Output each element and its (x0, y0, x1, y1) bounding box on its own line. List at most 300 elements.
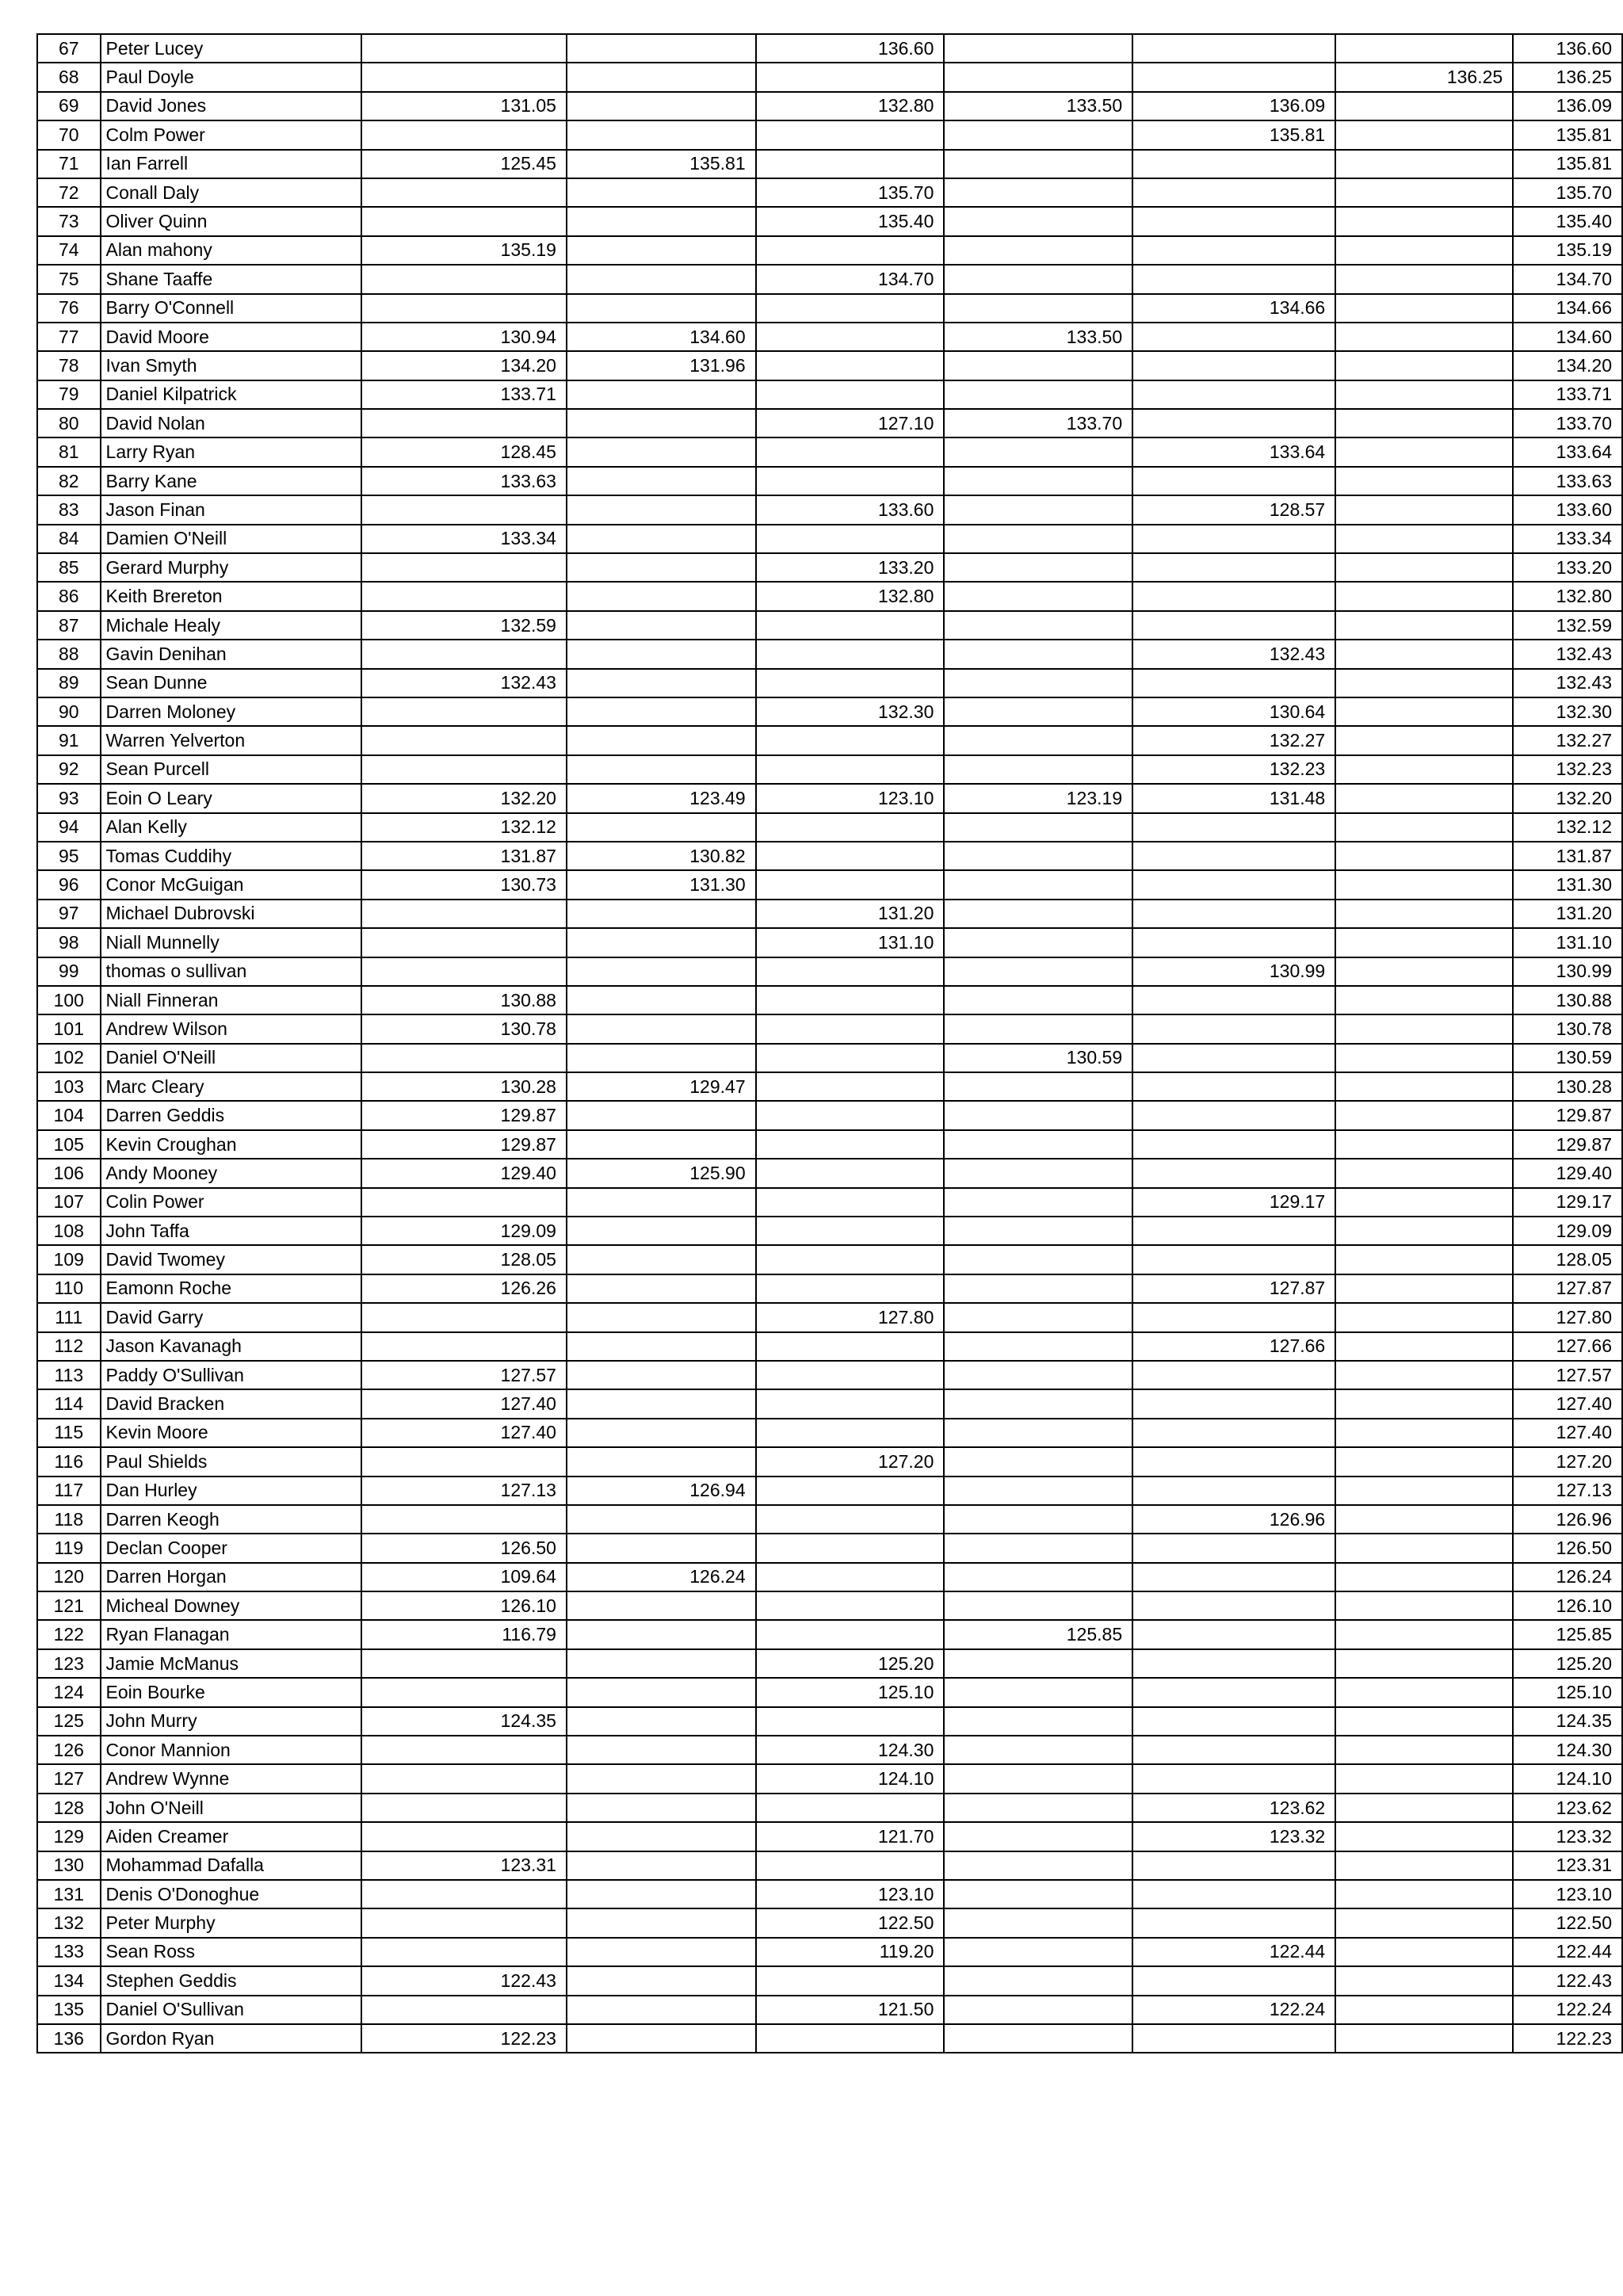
table-row (37, 120, 1622, 149)
score-cell (1335, 34, 1513, 63)
score-cell: 131.48 (1132, 784, 1335, 812)
rank-cell: 136 (37, 2024, 101, 2053)
score-cell: 135.19 (361, 236, 567, 265)
score-cell: 133.34 (361, 525, 567, 553)
rank-cell: 110 (37, 1274, 101, 1303)
score-cell: 134.70 (756, 265, 945, 293)
score-cell: 127.13 (361, 1477, 567, 1505)
table-row (37, 294, 1622, 323)
score-cell (567, 236, 756, 265)
rank-cell: 129 (37, 1822, 101, 1851)
name-cell: Daniel O'Neill (101, 1044, 362, 1072)
best-score-cell: 133.70 (1513, 409, 1622, 437)
score-cell: 127.80 (756, 1303, 945, 1331)
score-cell (361, 928, 567, 957)
score-cell (567, 553, 756, 582)
rank-cell: 80 (37, 409, 101, 437)
score-cell (1335, 409, 1513, 437)
best-score-cell: 132.43 (1513, 640, 1622, 668)
score-cell (1132, 178, 1335, 207)
name-cell: Peter Murphy (101, 1908, 362, 1937)
score-cell (567, 755, 756, 784)
score-cell (944, 1389, 1132, 1418)
rank-cell: 70 (37, 120, 101, 149)
score-cell (361, 1505, 567, 1534)
score-cell (756, 1505, 945, 1534)
rank-cell: 84 (37, 525, 101, 553)
best-score-cell: 127.20 (1513, 1447, 1622, 1476)
score-cell: 130.82 (567, 842, 756, 870)
table-row (37, 63, 1622, 91)
score-cell (756, 437, 945, 466)
score-cell (567, 495, 756, 524)
score-cell (756, 870, 945, 899)
score-cell (756, 842, 945, 870)
table-row (37, 1880, 1622, 1908)
table-row (37, 900, 1622, 928)
score-cell: 125.45 (361, 150, 567, 178)
best-score-cell: 136.25 (1513, 63, 1622, 91)
score-cell (1335, 1159, 1513, 1187)
score-cell (567, 611, 756, 640)
score-cell (567, 1620, 756, 1648)
score-cell (944, 669, 1132, 697)
name-cell: Gavin Denihan (101, 640, 362, 668)
rank-cell: 103 (37, 1072, 101, 1101)
table-row (37, 467, 1622, 495)
score-cell (361, 957, 567, 986)
score-cell (1335, 900, 1513, 928)
table-row (37, 1361, 1622, 1389)
score-cell (944, 1447, 1132, 1476)
name-cell: Niall Munnelly (101, 928, 362, 957)
rank-cell: 125 (37, 1707, 101, 1736)
rank-cell: 112 (37, 1332, 101, 1361)
score-cell (1132, 63, 1335, 91)
rank-cell: 104 (37, 1101, 101, 1129)
score-cell (361, 1908, 567, 1937)
score-cell (567, 669, 756, 697)
name-cell: Andrew Wynne (101, 1764, 362, 1793)
name-cell: Andy Mooney (101, 1159, 362, 1187)
rank-cell: 82 (37, 467, 101, 495)
score-cell (944, 755, 1132, 784)
score-cell (944, 1966, 1132, 1995)
score-cell (1335, 1477, 1513, 1505)
score-cell (756, 236, 945, 265)
score-cell (567, 1130, 756, 1159)
name-cell: John O'Neill (101, 1794, 362, 1822)
best-score-cell: 129.17 (1513, 1188, 1622, 1217)
score-cell (567, 1332, 756, 1361)
score-cell (1335, 1822, 1513, 1851)
score-cell (944, 1563, 1132, 1591)
rank-cell: 123 (37, 1649, 101, 1678)
best-score-cell: 129.87 (1513, 1101, 1622, 1129)
score-cell (756, 323, 945, 351)
score-cell (1132, 582, 1335, 610)
best-score-cell: 130.88 (1513, 986, 1622, 1014)
score-cell (944, 1736, 1132, 1764)
score-cell (1132, 1591, 1335, 1620)
score-cell (1335, 178, 1513, 207)
score-cell (756, 1044, 945, 1072)
score-cell (1335, 755, 1513, 784)
score-cell (1132, 380, 1335, 409)
score-cell (756, 755, 945, 784)
name-cell: Paul Shields (101, 1447, 362, 1476)
best-score-cell: 132.20 (1513, 784, 1622, 812)
score-cell (567, 726, 756, 755)
score-cell (944, 553, 1132, 582)
score-cell (361, 1996, 567, 2024)
score-cell: 132.20 (361, 784, 567, 812)
score-cell: 125.90 (567, 1159, 756, 1187)
score-cell (756, 813, 945, 842)
score-cell: 121.50 (756, 1996, 945, 2024)
rank-cell: 75 (37, 265, 101, 293)
name-cell: Daniel O'Sullivan (101, 1996, 362, 2024)
best-score-cell: 135.70 (1513, 178, 1622, 207)
name-cell: David Moore (101, 323, 362, 351)
score-cell (944, 1188, 1132, 1217)
table-row (37, 1505, 1622, 1534)
rank-cell: 128 (37, 1794, 101, 1822)
best-score-cell: 135.19 (1513, 236, 1622, 265)
best-score-cell: 128.05 (1513, 1245, 1622, 1274)
name-cell: Jason Finan (101, 495, 362, 524)
best-score-cell: 134.60 (1513, 323, 1622, 351)
table-row (37, 1678, 1622, 1706)
best-score-cell: 124.30 (1513, 1736, 1622, 1764)
score-cell: 135.81 (1132, 120, 1335, 149)
score-cell (1335, 1072, 1513, 1101)
table-row (37, 813, 1622, 842)
rank-cell: 107 (37, 1188, 101, 1217)
rank-cell: 97 (37, 900, 101, 928)
name-cell: Sean Ross (101, 1938, 362, 1966)
score-cell (1335, 1736, 1513, 1764)
table-row (37, 150, 1622, 178)
rank-cell: 116 (37, 1447, 101, 1476)
score-cell (567, 409, 756, 437)
score-cell (1132, 150, 1335, 178)
score-cell (361, 409, 567, 437)
name-cell: John Murry (101, 1707, 362, 1736)
table-row (37, 1908, 1622, 1937)
table-row (37, 1419, 1622, 1447)
score-cell (567, 582, 756, 610)
score-cell (944, 900, 1132, 928)
rank-cell: 87 (37, 611, 101, 640)
score-cell (756, 1217, 945, 1245)
score-cell (756, 1245, 945, 1274)
table-row (37, 437, 1622, 466)
score-cell (1132, 1477, 1335, 1505)
rank-cell: 89 (37, 669, 101, 697)
score-cell (944, 582, 1132, 610)
name-cell: Colin Power (101, 1188, 362, 1217)
rank-cell: 94 (37, 813, 101, 842)
score-cell (944, 178, 1132, 207)
rank-cell: 102 (37, 1044, 101, 1072)
score-cell (944, 1245, 1132, 1274)
score-cell (1132, 1245, 1335, 1274)
score-cell (361, 34, 567, 63)
score-cell (944, 1591, 1132, 1620)
name-cell: Conall Daly (101, 178, 362, 207)
best-score-cell: 123.10 (1513, 1880, 1622, 1908)
score-cell: 130.28 (361, 1072, 567, 1101)
best-score-cell: 122.23 (1513, 2024, 1622, 2053)
score-cell: 134.60 (567, 323, 756, 351)
name-cell: Sean Dunne (101, 669, 362, 697)
score-cell (567, 1303, 756, 1331)
score-cell (1132, 1361, 1335, 1389)
results-body (37, 34, 1622, 2053)
table-row (37, 1996, 1622, 2024)
name-cell: Gerard Murphy (101, 553, 362, 582)
table-row (37, 1707, 1622, 1736)
score-cell (756, 525, 945, 553)
name-cell: Mohammad Dafalla (101, 1851, 362, 1880)
rank-cell: 78 (37, 351, 101, 380)
name-cell: Eoin Bourke (101, 1678, 362, 1706)
best-score-cell: 131.10 (1513, 928, 1622, 957)
score-cell (1132, 1764, 1335, 1793)
score-cell (1132, 900, 1335, 928)
rank-cell: 101 (37, 1014, 101, 1043)
table-row (37, 870, 1622, 899)
best-score-cell: 130.99 (1513, 957, 1622, 986)
table-row (37, 842, 1622, 870)
score-cell (756, 1274, 945, 1303)
table-row (37, 784, 1622, 812)
score-cell (756, 294, 945, 323)
score-cell (944, 1361, 1132, 1389)
score-cell (944, 380, 1132, 409)
best-score-cell: 125.20 (1513, 1649, 1622, 1678)
best-score-cell: 122.50 (1513, 1908, 1622, 1937)
name-cell: David Bracken (101, 1389, 362, 1418)
score-cell (944, 1794, 1132, 1822)
name-cell: Niall Finneran (101, 986, 362, 1014)
rank-cell: 118 (37, 1505, 101, 1534)
score-cell: 133.50 (944, 92, 1132, 120)
score-cell (567, 1274, 756, 1303)
score-cell (567, 525, 756, 553)
name-cell: Darren Horgan (101, 1563, 362, 1591)
name-cell: David Twomey (101, 1245, 362, 1274)
name-cell: Paddy O'Sullivan (101, 1361, 362, 1389)
best-score-cell: 126.24 (1513, 1563, 1622, 1591)
name-cell: Peter Lucey (101, 34, 362, 63)
best-score-cell: 131.20 (1513, 900, 1622, 928)
rank-cell: 127 (37, 1764, 101, 1793)
score-cell (1132, 813, 1335, 842)
score-cell (361, 1044, 567, 1072)
score-cell (944, 2024, 1132, 2053)
score-cell (1132, 1851, 1335, 1880)
score-cell (756, 467, 945, 495)
score-cell: 122.43 (361, 1966, 567, 1995)
score-cell: 128.05 (361, 1245, 567, 1274)
score-cell: 133.70 (944, 409, 1132, 437)
score-cell (1335, 697, 1513, 726)
score-cell: 131.05 (361, 92, 567, 120)
name-cell: Micheal Downey (101, 1591, 362, 1620)
best-score-cell: 126.10 (1513, 1591, 1622, 1620)
rank-cell: 95 (37, 842, 101, 870)
score-cell (567, 1822, 756, 1851)
score-cell (361, 1736, 567, 1764)
score-cell (1335, 928, 1513, 957)
score-cell: 130.73 (361, 870, 567, 899)
score-cell: 127.40 (361, 1389, 567, 1418)
score-cell (944, 1534, 1132, 1562)
score-cell (361, 1880, 567, 1908)
score-cell (1335, 1591, 1513, 1620)
score-cell (567, 437, 756, 466)
rank-cell: 130 (37, 1851, 101, 1880)
rank-cell: 68 (37, 63, 101, 91)
name-cell: David Nolan (101, 409, 362, 437)
name-cell: Declan Cooper (101, 1534, 362, 1562)
score-cell: 123.10 (756, 784, 945, 812)
score-cell: 129.47 (567, 1072, 756, 1101)
score-cell: 127.57 (361, 1361, 567, 1389)
score-cell (1335, 1851, 1513, 1880)
rank-cell: 98 (37, 928, 101, 957)
score-cell (1335, 726, 1513, 755)
score-cell (756, 1389, 945, 1418)
score-cell (756, 1419, 945, 1447)
score-cell (1132, 611, 1335, 640)
score-cell (756, 726, 945, 755)
score-cell: 129.40 (361, 1159, 567, 1187)
table-row (37, 1447, 1622, 1476)
score-cell (1132, 409, 1335, 437)
score-cell: 133.71 (361, 380, 567, 409)
table-row (37, 1072, 1622, 1101)
score-cell: 122.24 (1132, 1996, 1335, 2024)
score-cell (1335, 323, 1513, 351)
best-score-cell: 135.81 (1513, 120, 1622, 149)
name-cell: Oliver Quinn (101, 207, 362, 235)
table-row (37, 1764, 1622, 1793)
score-cell (944, 120, 1132, 149)
score-cell: 122.23 (361, 2024, 567, 2053)
rank-cell: 134 (37, 1966, 101, 1995)
score-cell: 125.10 (756, 1678, 945, 1706)
score-cell (1335, 1332, 1513, 1361)
score-cell (361, 582, 567, 610)
score-cell (1335, 1419, 1513, 1447)
table-row (37, 265, 1622, 293)
score-cell: 135.40 (756, 207, 945, 235)
score-cell: 124.10 (756, 1764, 945, 1793)
score-cell (756, 1188, 945, 1217)
rank-cell: 74 (37, 236, 101, 265)
name-cell: John Taffa (101, 1217, 362, 1245)
rank-cell: 113 (37, 1361, 101, 1389)
score-cell (1335, 1707, 1513, 1736)
score-cell (944, 813, 1132, 842)
best-score-cell: 127.40 (1513, 1389, 1622, 1418)
name-cell: Tomas Cuddihy (101, 842, 362, 870)
best-score-cell: 132.27 (1513, 726, 1622, 755)
score-cell (567, 1101, 756, 1129)
score-cell (361, 1764, 567, 1793)
table-row (37, 1044, 1622, 1072)
score-cell (944, 525, 1132, 553)
best-score-cell: 134.66 (1513, 294, 1622, 323)
rank-cell: 73 (37, 207, 101, 235)
table-row (37, 1245, 1622, 1274)
score-cell: 132.23 (1132, 755, 1335, 784)
table-row (37, 1620, 1622, 1648)
score-cell (361, 1794, 567, 1822)
score-cell (1335, 1764, 1513, 1793)
score-cell: 135.70 (756, 178, 945, 207)
score-cell: 116.79 (361, 1620, 567, 1648)
rank-cell: 72 (37, 178, 101, 207)
score-cell (361, 900, 567, 928)
best-score-cell: 122.43 (1513, 1966, 1622, 1995)
score-cell: 119.20 (756, 1938, 945, 1966)
score-cell (944, 1419, 1132, 1447)
score-cell: 133.50 (944, 323, 1132, 351)
score-cell (756, 120, 945, 149)
score-cell (567, 928, 756, 957)
score-cell (1335, 870, 1513, 899)
score-cell (1335, 957, 1513, 986)
score-cell (944, 697, 1132, 726)
rank-cell: 124 (37, 1678, 101, 1706)
score-cell (361, 120, 567, 149)
table-row (37, 380, 1622, 409)
name-cell: Daniel Kilpatrick (101, 380, 362, 409)
rank-cell: 93 (37, 784, 101, 812)
table-row (37, 1794, 1622, 1822)
score-cell (756, 1591, 945, 1620)
score-cell (1132, 265, 1335, 293)
score-cell (1132, 1303, 1335, 1331)
table-row (37, 957, 1622, 986)
score-cell (944, 1505, 1132, 1534)
rank-cell: 77 (37, 323, 101, 351)
score-cell: 130.99 (1132, 957, 1335, 986)
name-cell: Ivan Smyth (101, 351, 362, 380)
score-cell: 130.94 (361, 323, 567, 351)
score-cell (567, 380, 756, 409)
score-cell: 130.64 (1132, 697, 1335, 726)
score-cell (1335, 1014, 1513, 1043)
table-row (37, 1591, 1622, 1620)
name-cell: David Garry (101, 1303, 362, 1331)
table-row (37, 1101, 1622, 1129)
score-cell (1335, 1245, 1513, 1274)
score-cell (756, 1159, 945, 1187)
score-cell (1132, 1447, 1335, 1476)
score-cell (1132, 1880, 1335, 1908)
best-score-cell: 131.30 (1513, 870, 1622, 899)
score-cell: 124.30 (756, 1736, 945, 1764)
score-cell: 126.50 (361, 1534, 567, 1562)
score-cell (567, 2024, 756, 2053)
rank-cell: 85 (37, 553, 101, 582)
score-cell (1335, 380, 1513, 409)
